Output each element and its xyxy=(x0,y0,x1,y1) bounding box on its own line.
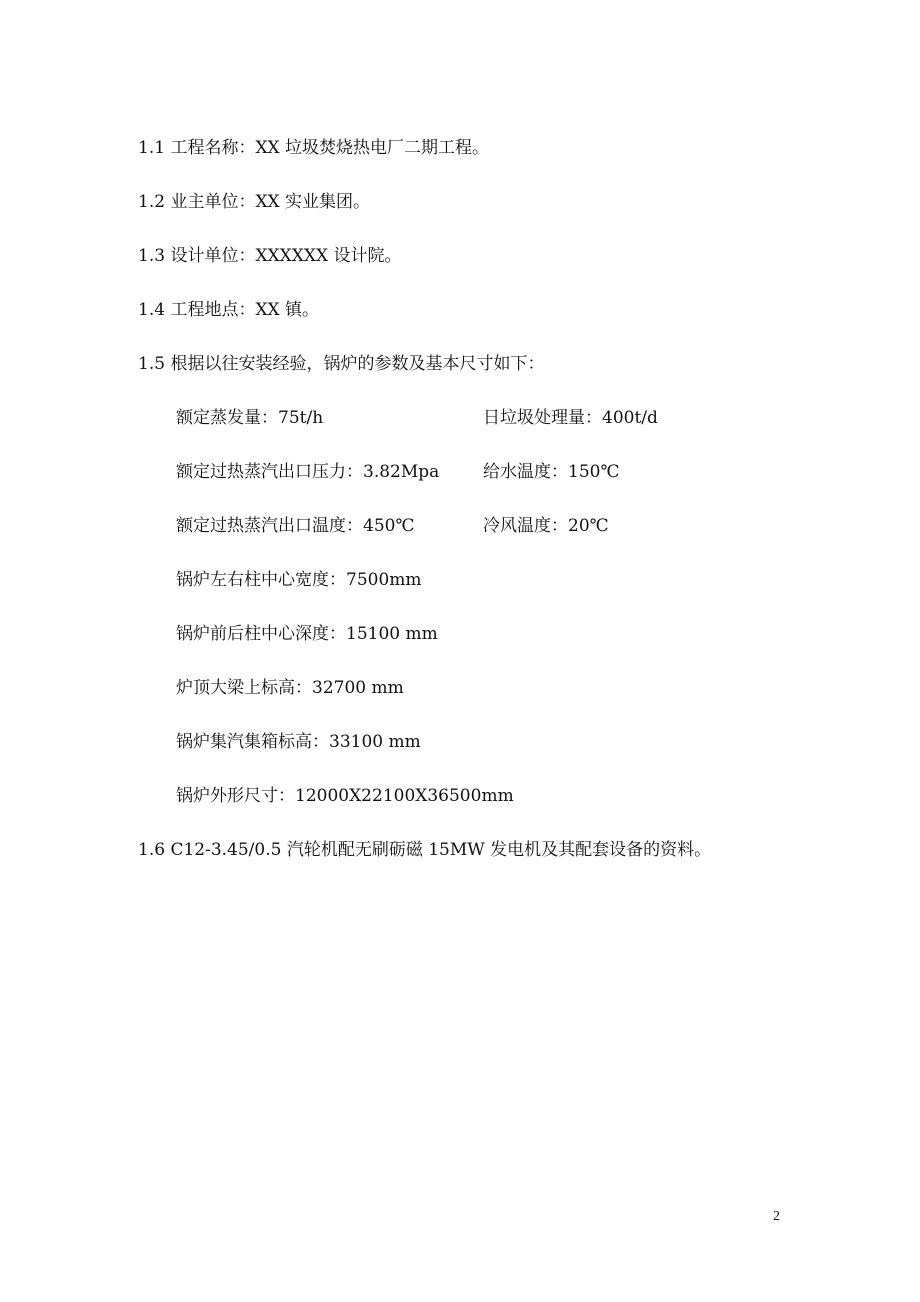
param-daily-garbage: 日垃圾处理量：400t/d xyxy=(483,408,658,428)
item-designer: 1.3 设计单位：XXXXXX 设计院。 xyxy=(138,246,402,266)
param-drum-elevation: 锅炉集汽集箱标高：33100 mm xyxy=(176,732,421,752)
param-superheat-pressure: 额定过热蒸汽出口压力：3.82Mpa xyxy=(176,462,440,482)
param-feedwater-temp: 给水温度：150℃ xyxy=(483,462,620,482)
item-boiler-intro: 1.5 根据以往安装经验，锅炉的参数及基本尺寸如下： xyxy=(138,354,545,374)
item-project-name: 1.1 工程名称：XX 垃圾焚烧热电厂二期工程。 xyxy=(138,138,490,158)
page-number: 2 xyxy=(773,1209,780,1224)
param-overall-size: 锅炉外形尺寸：12000X22100X36500mm xyxy=(176,786,514,806)
item-location: 1.4 工程地点：XX 镇。 xyxy=(138,300,320,320)
item-turbine: 1.6 C12-3.45/0.5 汽轮机配无刷砺磁 15MW 发电机及其配套设备的资料。 xyxy=(138,840,712,860)
param-column-width: 锅炉左右柱中心宽度：7500mm xyxy=(176,570,422,590)
param-beam-elevation: 炉顶大梁上标高：32700 mm xyxy=(176,678,404,698)
item-owner: 1.2 业主单位：XX 实业集团。 xyxy=(138,192,371,212)
param-rated-steam: 额定蒸发量：75t/h xyxy=(176,408,324,428)
param-superheat-temp: 额定过热蒸汽出口温度：450℃ xyxy=(176,516,415,536)
param-column-depth: 锅炉前后柱中心深度：15100 mm xyxy=(176,624,438,644)
param-cold-air-temp: 冷风温度：20℃ xyxy=(483,516,609,536)
